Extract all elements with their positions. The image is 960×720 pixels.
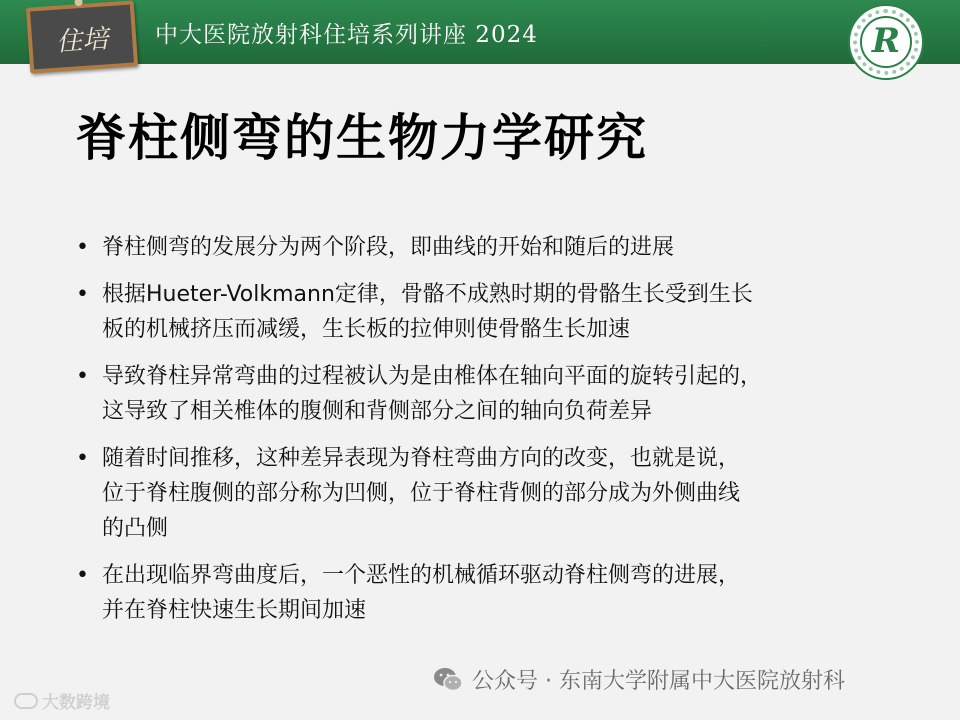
bullet-item (74, 441, 914, 546)
slide-title: 脊柱侧弯的生物力学研究 (76, 109, 648, 167)
watermark-text: 公众号 · 东南大学附属中大医院放射科 (472, 669, 845, 694)
header-bar (0, 0, 960, 64)
bullet-dot: • (76, 446, 89, 471)
bullet-dot: • (76, 282, 89, 307)
training-badge (26, 0, 138, 73)
watermark (432, 664, 845, 695)
bullet-line: 并在脊柱快速生长期间加速 (102, 598, 367, 623)
wechat-icon (432, 666, 464, 694)
bullet-line: 随着时间推移，这种差异表现为脊柱弯曲方向的改变，也就是说， (102, 446, 741, 471)
bullet-item (74, 558, 914, 628)
bullet-list (74, 230, 914, 640)
header-title: 中大医院放射科住培系列讲座 2024 (155, 22, 538, 48)
bullet-line: 脊柱侧弯的发展分为两个阶段，即曲线的开始和随后的进展 (102, 235, 675, 260)
bullet-item (74, 230, 914, 265)
hospital-logo (848, 4, 924, 80)
footer-brand-text: 大数跨境 (42, 693, 110, 713)
bullet-line: 这导致了相关椎体的腹侧和背侧部分之间的轴向负荷差异 (102, 399, 653, 424)
bullet-dot: • (76, 364, 89, 389)
badge-text: 住培 (55, 24, 110, 58)
cloud-icon (14, 693, 38, 709)
bullet-line: 板的机械挤压而减缓，生长板的拉伸则使骨骼生长加速 (102, 317, 631, 342)
bullet-line: 在出现临界弯曲度后，一个恶性的机械循环驱动脊柱侧弯的进展， (102, 563, 741, 588)
badge-peg (74, 0, 83, 6)
bullet-line: 导致脊柱异常弯曲的过程被认为是由椎体在轴向平面的旋转引起的， (102, 364, 763, 389)
bullet-line: 根据Hueter-Volkmann定律，骨骼不成熟时期的骨骼生长受到生长 (102, 282, 753, 307)
footer-brand (14, 688, 110, 713)
bullet-item (74, 277, 914, 347)
bullet-dot: • (76, 563, 89, 588)
bullet-line: 的凸侧 (102, 516, 169, 541)
bullet-item (74, 359, 914, 429)
logo-mark: R (860, 16, 912, 68)
bullet-dot: • (76, 235, 89, 260)
bullet-line: 位于脊柱腹侧的部分称为凹侧，位于脊柱背侧的部分成为外侧曲线 (102, 481, 741, 506)
